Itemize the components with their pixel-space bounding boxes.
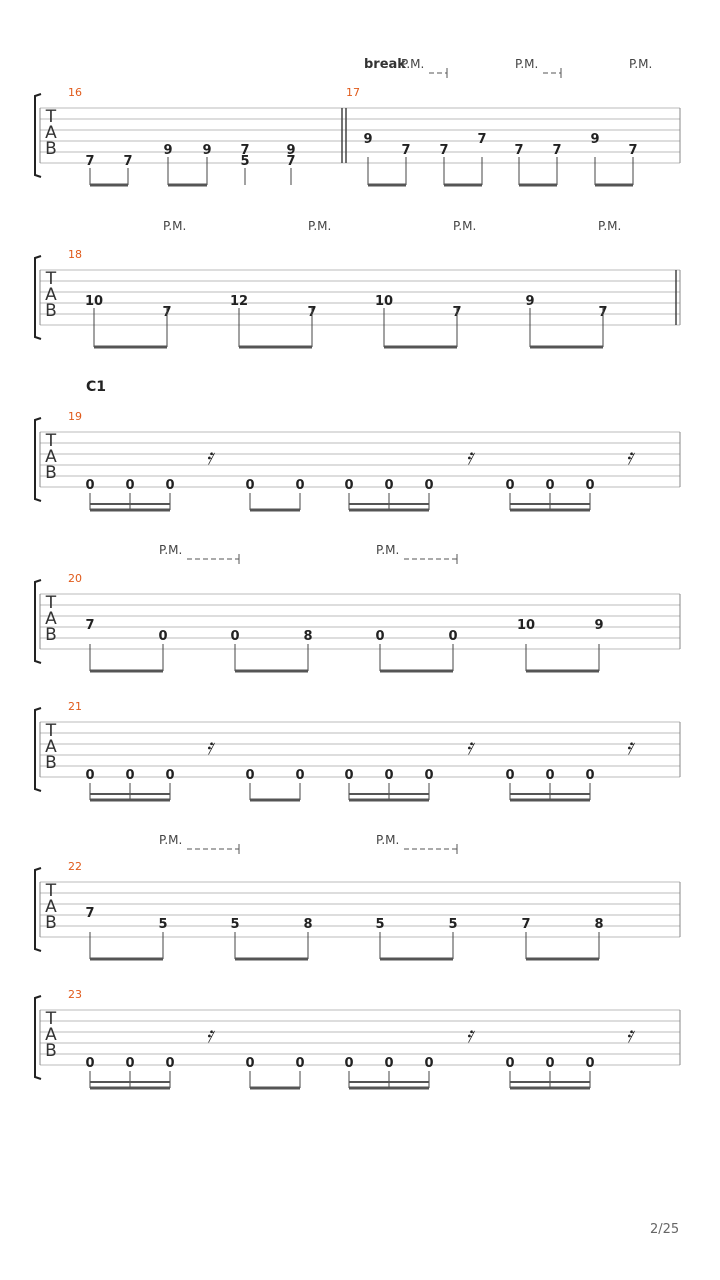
fret-number: 5: [158, 917, 168, 932]
palm-mute-label: P.M.: [308, 219, 332, 233]
fret-number: 0: [85, 478, 95, 493]
measure-number: 21: [68, 700, 82, 713]
rest-symbol: 𝄿: [626, 1023, 633, 1048]
fret-number: 8: [303, 917, 313, 932]
fret-number: 7: [452, 305, 462, 320]
fret-number: 0: [448, 629, 458, 644]
fret-number: 7: [85, 906, 95, 921]
fret-number: 0: [245, 478, 255, 493]
fret-number: 0: [295, 478, 305, 493]
measure-number: 16: [68, 86, 82, 99]
fret-number: 7: [240, 143, 250, 158]
fret-number: 0: [585, 768, 595, 783]
section-label: C1: [86, 379, 107, 395]
fret-number: 7: [521, 917, 531, 932]
fret-number: 0: [545, 1056, 555, 1071]
rest-symbol: 𝄿: [626, 445, 633, 470]
tab-clef-letter: B: [45, 625, 57, 645]
fret-number: 10: [84, 294, 104, 309]
palm-mute-label: P.M.: [401, 57, 425, 71]
tab-clef-letter: A: [45, 1025, 57, 1045]
fret-number: 0: [424, 768, 434, 783]
palm-mute-label: P.M.: [163, 219, 187, 233]
palm-mute-label: P.M.: [376, 543, 400, 557]
measure-number: 23: [68, 988, 82, 1001]
tab-clef-letter: T: [45, 721, 57, 741]
fret-number: 0: [344, 478, 354, 493]
tab-clef-letter: B: [45, 301, 57, 321]
tab-clef-letter: A: [45, 285, 57, 305]
fret-number: 0: [165, 768, 175, 783]
tab-clef-letter: B: [45, 913, 57, 933]
tab-clef-letter: T: [45, 269, 57, 289]
fret-number: 0: [245, 768, 255, 783]
fret-number: 0: [505, 478, 515, 493]
fret-number: 7: [162, 305, 172, 320]
tab-clef-letter: T: [45, 107, 57, 127]
tab-clef-letter: B: [45, 1041, 57, 1061]
fret-number: 9: [590, 132, 600, 147]
fret-number: 7: [286, 154, 296, 169]
palm-mute-label: P.M.: [598, 219, 622, 233]
tab-clef-letter: A: [45, 123, 57, 143]
fret-number: 0: [375, 629, 385, 644]
fret-number: 9: [363, 132, 373, 147]
tab-clef-letter: T: [45, 431, 57, 451]
fret-number: 8: [594, 917, 604, 932]
fret-number: 0: [424, 1056, 434, 1071]
fret-number: 7: [552, 143, 562, 158]
palm-mute-label: P.M.: [159, 543, 183, 557]
palm-mute-label: P.M.: [159, 833, 183, 847]
tab-clef-letter: B: [45, 753, 57, 773]
fret-number: 7: [514, 143, 524, 158]
fret-number: 9: [202, 143, 212, 158]
fret-number: 7: [85, 618, 95, 633]
fret-number: 0: [424, 478, 434, 493]
rest-symbol: 𝄿: [206, 445, 213, 470]
fret-number: 0: [165, 1056, 175, 1071]
fret-number: 9: [163, 143, 173, 158]
fret-number: 7: [401, 143, 411, 158]
fret-number: 0: [158, 629, 168, 644]
palm-mute-label: P.M.: [453, 219, 477, 233]
page-number: 2/25: [650, 1222, 680, 1237]
fret-number: 0: [545, 478, 555, 493]
section-text: break: [364, 57, 406, 72]
fret-number: 12: [229, 294, 249, 309]
measure-number: 19: [68, 410, 82, 423]
fret-number: 5: [230, 917, 240, 932]
measure-number: 22: [68, 860, 82, 873]
fret-number: 0: [165, 478, 175, 493]
rest-symbol: 𝄿: [626, 735, 633, 760]
fret-number: 0: [245, 1056, 255, 1071]
tab-clef-letter: A: [45, 897, 57, 917]
fret-number: 0: [125, 768, 135, 783]
tab-clef-letter: A: [45, 447, 57, 467]
tab-clef-letter: A: [45, 609, 57, 629]
fret-number: 7: [628, 143, 638, 158]
fret-number: 5: [240, 154, 250, 169]
rest-symbol: 𝄿: [206, 735, 213, 760]
tab-clef-letter: B: [45, 139, 57, 159]
fret-number: 9: [286, 143, 296, 158]
fret-number: 9: [594, 618, 604, 633]
fret-number: 0: [344, 1056, 354, 1071]
fret-number: 0: [85, 1056, 95, 1071]
fret-number: 0: [384, 1056, 394, 1071]
fret-number: 7: [598, 305, 608, 320]
tab-clef-letter: B: [45, 463, 57, 483]
tab-clef-letter: T: [45, 593, 57, 613]
fret-number: 7: [85, 154, 95, 169]
fret-number: 0: [295, 768, 305, 783]
fret-number: 0: [585, 478, 595, 493]
fret-number: 0: [505, 768, 515, 783]
tab-clef-letter: T: [45, 881, 57, 901]
rest-symbol: 𝄿: [466, 735, 473, 760]
fret-number: 7: [307, 305, 317, 320]
fret-number: 10: [516, 618, 536, 633]
fret-number: 7: [477, 132, 487, 147]
fret-number: 0: [585, 1056, 595, 1071]
fret-number: 0: [545, 768, 555, 783]
fret-number: 0: [85, 768, 95, 783]
rest-symbol: 𝄿: [206, 1023, 213, 1048]
tab-clef-letter: A: [45, 737, 57, 757]
fret-number: 7: [123, 154, 133, 169]
rest-symbol: 𝄿: [466, 1023, 473, 1048]
fret-number: 0: [125, 1056, 135, 1071]
measure-number: 20: [68, 572, 82, 585]
measure-number: 18: [68, 248, 82, 261]
palm-mute-label: P.M.: [629, 57, 653, 71]
tab-clef-letter: T: [45, 1009, 57, 1029]
palm-mute-label: P.M.: [376, 833, 400, 847]
fret-number: 0: [295, 1056, 305, 1071]
fret-number: 5: [448, 917, 458, 932]
fret-number: 0: [384, 768, 394, 783]
fret-number: 0: [344, 768, 354, 783]
fret-number: 0: [384, 478, 394, 493]
fret-number: 0: [230, 629, 240, 644]
fret-number: 10: [374, 294, 394, 309]
fret-number: 0: [125, 478, 135, 493]
fret-number: 0: [505, 1056, 515, 1071]
fret-number: 7: [439, 143, 449, 158]
fret-number: 8: [303, 629, 313, 644]
fret-number: 5: [375, 917, 385, 932]
measure-number: 17: [346, 86, 360, 99]
fret-number: 9: [525, 294, 535, 309]
palm-mute-label: P.M.: [515, 57, 539, 71]
rest-symbol: 𝄿: [466, 445, 473, 470]
